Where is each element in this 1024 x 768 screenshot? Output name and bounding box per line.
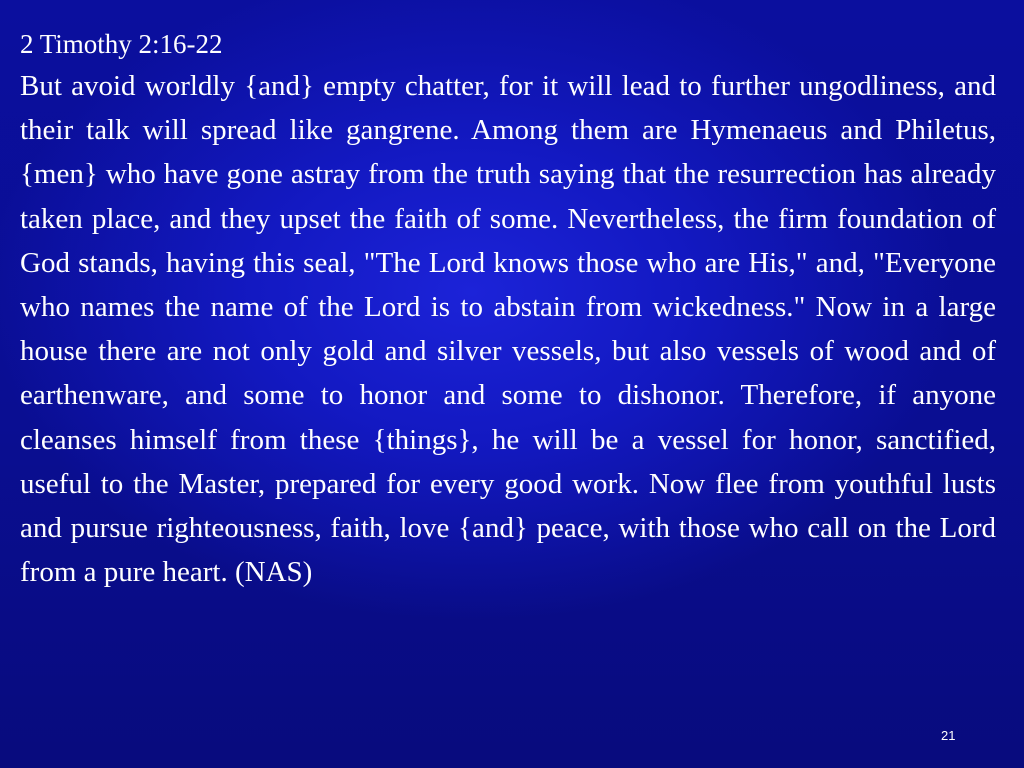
scripture-reference: 2 Timothy 2:16-22 — [20, 29, 223, 59]
page-number: 21 — [941, 728, 956, 743]
scripture-passage: But avoid worldly {and} empty chatter, for it will lead to further ungodliness, and their talk will spread like gangrene. Among them are Hymenaeus and Philetus, {men} who have gone astray from the truth saying that the resurrection has already taken place, and they upset the faith of some. Nevertheless, the firm foundation of God stands, having this seal, "The Lord knows those who are His," and, "Everyone who names the name of the Lord is to abstain from wickedness." Now in a large house there are not only gold and silver vessels, but also vessels of wood and of earthenware, and some to honor and some to dishonor. Therefore, if anyone cleanses himself from these {things}, he will be a vessel for honor, sanctified, useful to the Master, prepared for every good work. Now flee from youthful lusts and pursue righteousness, faith, love {and} peace, with those who call on the Lord from a pure heart. (NAS) — [20, 70, 996, 589]
slide-content — [20, 24, 996, 594]
